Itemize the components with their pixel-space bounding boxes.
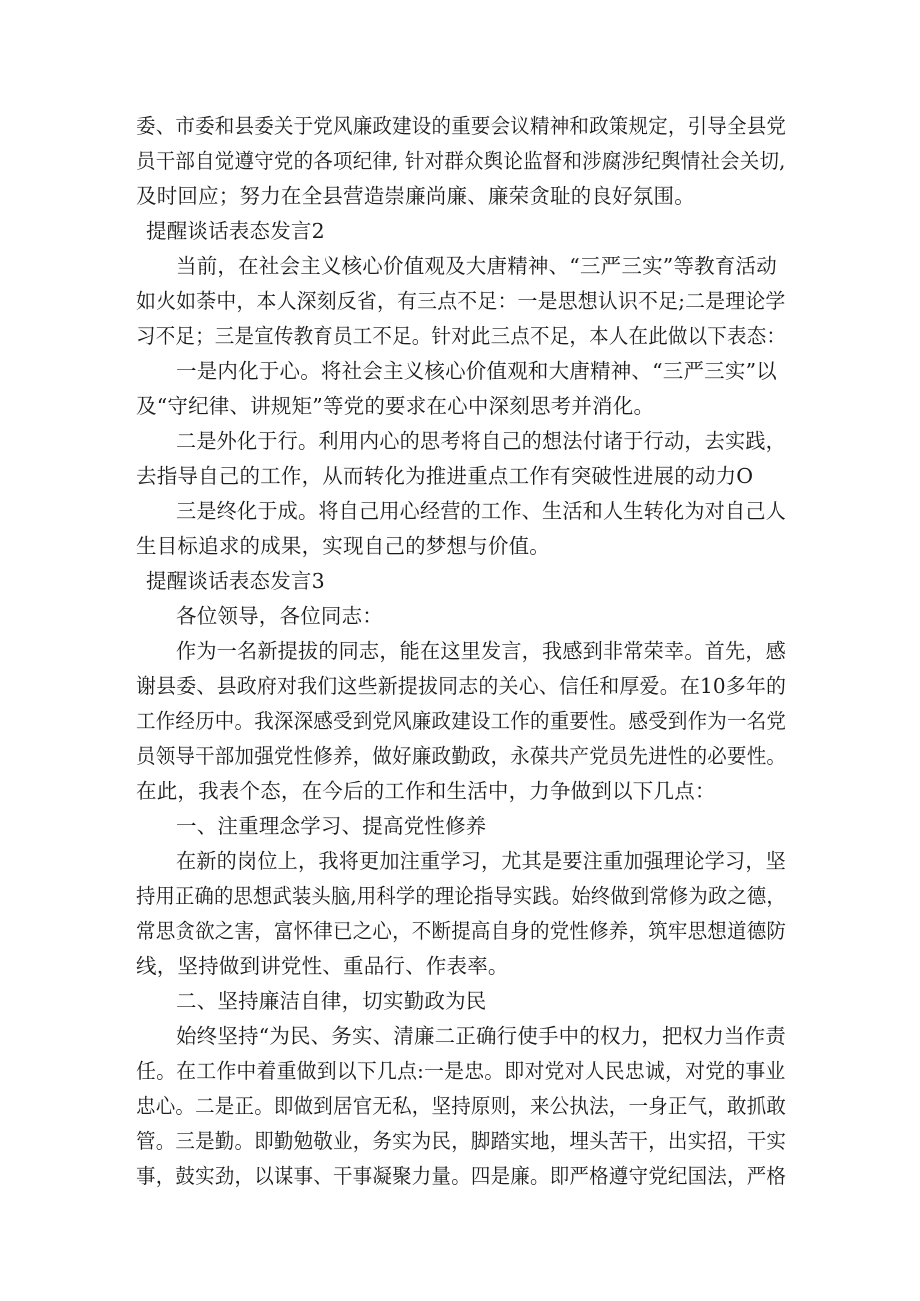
paragraph-line: 员领导干部加强党性修养，做好廉政勤政，永葆共产党员先进性的必要性。	[136, 744, 787, 768]
section-heading: 提醒谈话表态发言2	[146, 219, 325, 243]
paragraph-line: 线，坚持做到讲党性、重品行、作表率。	[136, 954, 509, 978]
paragraph-line: 习不足；三是宣传教育员工不足。针对此三点不足，本人在此做以下表态：	[136, 324, 787, 348]
paragraph-line: 忠心。二是正。即做到居官无私，坚持原则，来公执法，一身正气，敢抓敢	[136, 1094, 787, 1118]
paragraph-line: 持用正确的思想武装头脑,用科学的理论指导实践。始终做到常修为政之德，	[136, 884, 786, 908]
paragraph-line: 一是内化于心。将社会主义核心价值观和大唐精神、“三严三实”以	[176, 359, 777, 383]
paragraph-line: 三是终化于成。将自己用心经营的工作、生活和人生转化为对自己人	[176, 499, 786, 523]
paragraph-line: 始终坚持“为民、务实、清廉二正确行使手中的权力，把权力当作责	[176, 1024, 786, 1048]
paragraph-line: 事，鼓实劲，以谋事、干事凝聚力量。四是廉。即严格遵守党纪国法，严格	[136, 1164, 787, 1188]
paragraph-line: 在新的岗位上，我将更加注重学习，尤其是要注重加强理论学习，坚	[176, 849, 786, 873]
paragraph-line: 及时回应；努力在全县营造崇廉尚廉、廉荣贪耻的良好氛围。	[136, 184, 695, 208]
paragraph-line: 去指导自己的工作，从而转化为推进重点工作有突破性进展的动力O	[136, 464, 754, 488]
paragraph-line: 谢县委、县政府对我们这些新提拔同志的关心、信任和厚爱。在10多年的	[136, 674, 787, 698]
paragraph-line: 任。在工作中着重做到以下几点:一是忠。即对党对人民忠诚，对党的事业	[136, 1059, 786, 1083]
salutation: 各位领导，各位同志：	[176, 604, 383, 628]
paragraph-line: 如火如荼中，本人深刻反省，有三点不足：一是思想认识不足;二是理论学	[136, 289, 786, 313]
paragraph-line: 生目标追求的成果，实现自己的梦想与价值。	[136, 534, 550, 558]
paragraph-line: 常思贪欲之害，富怀律已之心，不断提高自身的党性修养，筑牢思想道德防	[136, 919, 787, 943]
section-heading: 提醒谈话表态发言3	[146, 569, 325, 593]
subheading: 一、注重理念学习、提高党性修养	[176, 814, 487, 838]
paragraph-line: 在此，我表个态，在今后的工作和生活中，力争做到以下几点：	[136, 779, 716, 803]
paragraph-line: 二是外化于行。利用内心的思考将自己的想法付诸于行动，去实践，	[176, 429, 786, 453]
paragraph-line: 及“守纪律、讲规矩”等党的要求在心中深刻思考并消化。	[136, 394, 655, 418]
paragraph-line: 作为一名新提拔的同志，能在这里发言，我感到非常荣幸。首先，感	[176, 639, 786, 663]
subheading: 二、坚持廉洁自律，切实勤政为民	[176, 989, 487, 1013]
paragraph-line: 当前，在社会主义核心价值观及大唐精神、“三严三实”等教育活动	[176, 254, 777, 278]
paragraph-line: 员干部自觉遵守党的各项纪律, 针对群众舆论监督和涉腐涉纪舆情社会关切,	[136, 149, 786, 173]
paragraph-line: 管。三是勤。即勤勉敬业，务实为民，脚踏实地，埋头苦干，出实招，干实	[136, 1129, 787, 1153]
paragraph-line: 工作经历中。我深深感受到党风廉政建设工作的重要性。感受到作为一名党	[136, 709, 787, 733]
paragraph-line: 委、市委和县委关于党风廉政建设的重要会议精神和政策规定，引导全县党	[136, 114, 787, 138]
